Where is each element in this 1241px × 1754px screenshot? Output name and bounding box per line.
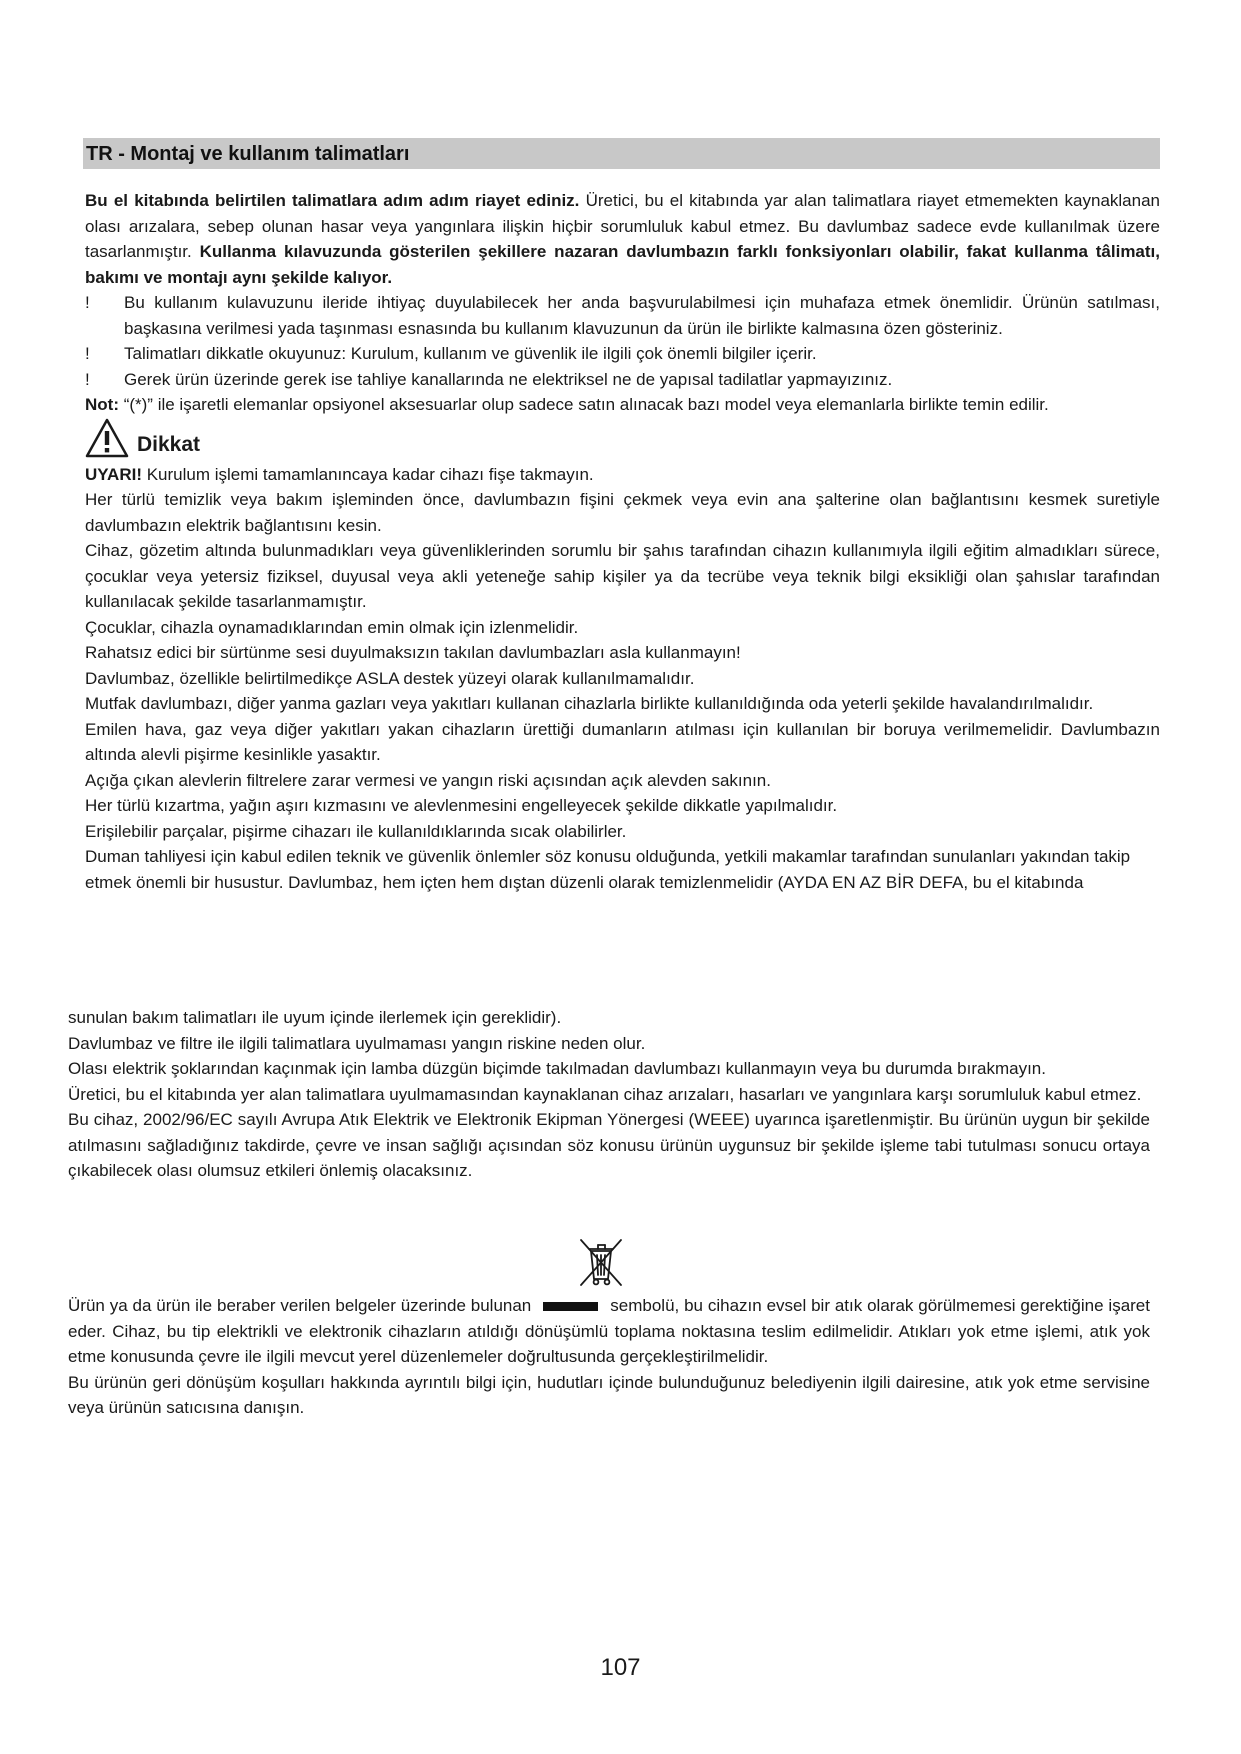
continuation-section [68,1005,1150,1184]
intro-text: Üretici, bu el kitabında yar alan talimatlara riayet etmemekten kaynaklanan olası arızalara, sebep olunan hasar veya yangınlara ilişkin hiçbir sorumluluk kabul etmez. Bu davlumbaz sadece evde kullanılmak üzere tasarlanmıştır. [85,191,1161,261]
warning-paragraph: Rahatsız edici bir sürtünme sesi duyulmaksızın takılan davlumbazları asla kullanmayın! [85,643,741,662]
note-label: Not: [85,395,119,414]
warning-heading [85,418,1160,462]
warning-paragraph: Her türlü temizlik veya bakım işleminden önce, davlumbazın fişini çekmek veya evin ana şalterine olan bağlantısını kesmek suretiyle davlumbazın elektrik bağlantısını kesin. [85,490,1160,535]
section-title: TR - Montaj ve kullanım talimatları [86,143,410,165]
warning-icon [85,418,129,458]
weee-section [68,1293,1150,1421]
continuation-paragraph: Olası elektrik şoklarından kaçınmak için lamba düzgün biçimde takılmadan davlumbazı kullanmayın veya bu durumda bırakmayın. [68,1059,1046,1078]
warning-paragraph: Her türlü kızartma, yağın aşırı kızmasını ve alevlenmesini engelleyecek şekilde dikkatle yapılmalıdır. [85,796,838,815]
warning-paragraph: Erişilebilir parçalar, pişirme cihazarı ile kullanıldıklarında sıcak olabilirler. [85,821,627,841]
continuation-paragraph: Davlumbaz ve filtre ile ilgili talimatlara uyulmaması yangın riskine neden olur. [68,1033,646,1053]
crossed-out-bin-icon [577,1237,625,1287]
recycling-paragraph: Bu ürünün geri dönüşüm koşulları hakkında ayrıntılı bilgi için, hudutları içinde bulunduğunuz belediyenin ilgili dairesine, atık yok etme servisine veya ürünün satıcısına danışın. [68,1372,1150,1417]
warning-paragraph: Çocuklar, cihazla oynamadıklarından emin olmak için izlenmelidir. [85,617,579,637]
warning-paragraph: Emilen hava, gaz veya diğer yakıtları yakan cihazların ürettiği dumanların atılması için kullanılan bir boruya verilmemelidir. Davlumbazın altında alevli pişirme kesinlikle yasaktır. [85,719,1160,764]
intro-paragraph [85,188,1160,290]
intro-bold-tail: Kullanma kılavuzunda gösterilen şekillere nazaran davlumbazın farklı fonksiyonları olabilir, fakat kullanma tâlimatı, bakımı ve montajı aynı şekilde kalıyor. [85,242,1160,287]
weee-paragraph: Ürün ya da ürün ile beraber verilen belgeler üzerinde bulunan sembolü, bu cihazın evsel bir atık olarak görülmemesi gerektiğine işaret eder. Cihaz, bu tip elektrikli ve elektronik cihazların atıldığı dönüşümlü toplama noktasına teslim edilmelidir. Atıkları yok etme işlemi, atık yok etme konusunda çevre ile ilgili mevcut yerel düzenlemeler doğrultusunda gerçekleştirilmelidir. [68,1296,1150,1366]
weee-bar-symbol [543,1302,598,1311]
warning-paragraph: Duman tahliyesi için kabul edilen teknik ve güvenlik önlemler söz konusu olduğunda, yetkili makamlar tarafından sunulanları yakından takip etmek önemli bir husustur. Davlumbaz, hem içten hem dıştan düzenli olarak temizlenmelidir (AYDA EN AZ BİR DEFA, bu el kitabında [85,847,1131,892]
continuation-paragraph: Bu cihaz, 2002/96/EC sayılı Avrupa Atık Elektrik ve Elektronik Ekipman Yönergesi (WEEE) uyarınca işaretlenmiştir. Bu ürünün uygun bir şekilde atılmasını sağladığınız takdirde, çevre ve insan sağlığı açısından söz konusu ürünün uygunsuz bir şekilde işleme tabi tutulması sonucu ortaya çıkabilecek olası olumsuz etkileri önlemiş olacaksınız. [68,1110,1150,1180]
continuation-paragraph: Üretici, bu el kitabında yer alan talimatlara uyulmamasından kaynaklanan cihaz arızaları, hasarları ve yangınlara karşı sorumluluk kabul etmez. [68,1084,1142,1104]
bullet-item: ! Talimatları dikkatle okuyunuz: Kurulum, kullanım ve güvenlik ile ilgili çok önemli bilgiler içerir. [85,344,817,363]
warning-paragraph: Davlumbaz, özellikle belirtilmedikçe ASLA destek yüzeyi olarak kullanılmamalıdır. [85,668,695,688]
bullet-item: ! Gerek ürün üzerinde gerek ise tahliye kanallarında ne elektriksel ne de yapısal tadilatlar yapmayızınız. [85,369,893,389]
page-number: 107 [600,1654,641,1681]
note-paragraph [85,392,1160,418]
warning-paragraph: Cihaz, gözetim altında bulunmadıkları veya güvenliklerinden sorumlu bir şahıs tarafından cihazın kullanımıyla ilgili eğitim almadıkları sürece, çocuklar veya yetersiz fiziksel, duyusal veya akli yeteneğe sahip kişiler ya da tecrübe veya teknik bilgi eksikliği olan şahıslar tarafından kullanılacak şekilde tasarlanmamıştır. [85,541,1160,611]
section-header [83,138,1160,169]
intro-bold-lead: Bu el kitabında belirtilen talimatlara adım adım riayet ediniz. [85,191,580,210]
warning-paragraph: Açığa çıkan alevlerin filtrelere zarar vermesi ve yangın riski açısından açık alevden sakının. [85,770,771,790]
continuation-paragraph: sunulan bakım talimatları ile uyum içinde ilerlemek için gereklidir). [68,1008,562,1027]
uyari-paragraph: UYARI! Kurulum işlemi tamamlanıncaya kadar cihazı fişe takmayın. [85,464,594,484]
warning-paragraph: Mutfak davlumbazı, diğer yanma gazları veya yakıtları kullanan cihazlarla birlikte kullanıldığında oda yeterli şekilde havalandırılmalıdır. [85,694,1094,713]
intro-section [85,188,1160,895]
warning-title: Dikkat [137,432,201,456]
note-text: “(*)” ile işaretli elemanlar opsiyonel aksesuarlar olup sadece satın alınacak bazı model veya elemanlarla birlikte temin edilir. [118,395,1049,414]
uyari-label: UYARI! [85,464,142,484]
bullet-item: ! Bu kullanım kulavuzunu ileride ihtiyaç duyulabilecek her anda başvurulabilmesi için muhafaza etmek önemlidir. Ürünün satılması, başkasına verilmesi yada taşınması esnasında bu kullanım klavuzunun da ürün ile birlikte kalmasına özen gösteriniz. [85,293,1160,338]
